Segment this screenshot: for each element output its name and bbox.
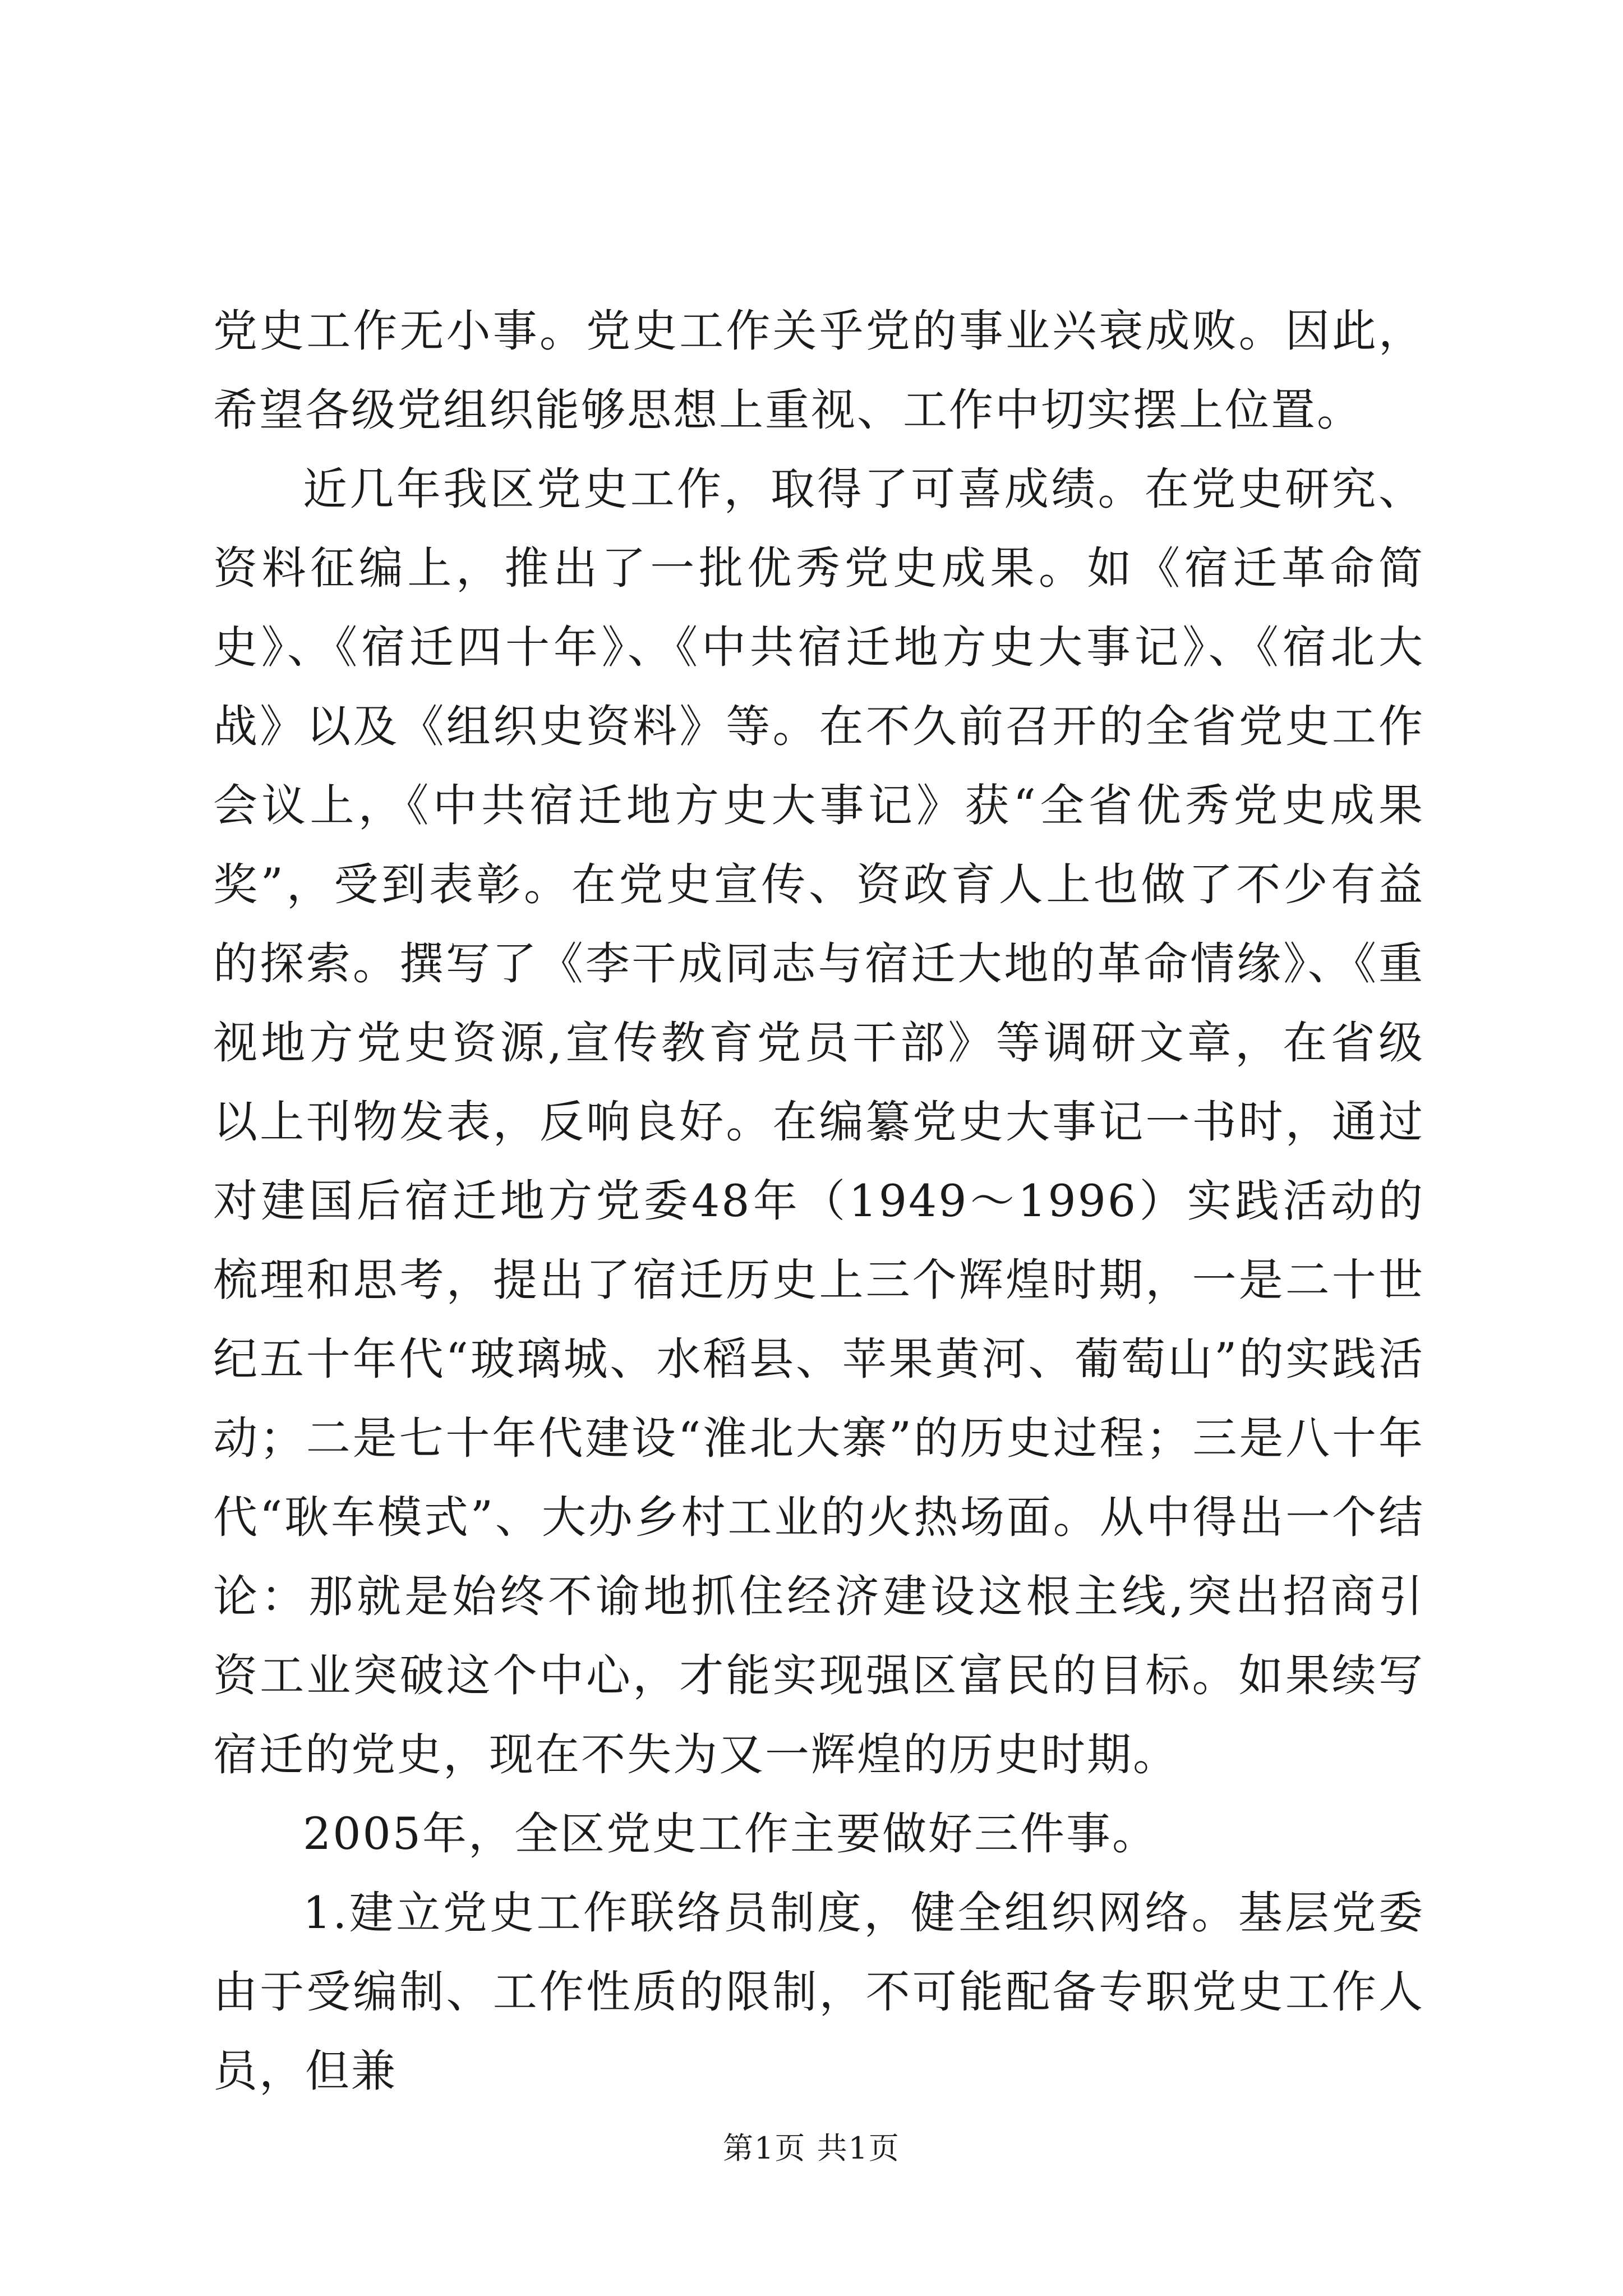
paragraph-1: 党史工作无小事。党史工作关乎党的事业兴衰成败。因此，希望各级党组织能够思想上重视、工作中切实摆上位置。 (213, 305, 1424, 436)
document-body (213, 292, 1424, 2111)
paragraph-4: 1.建立党史工作联络员制度，健全组织网络。基层党委由于受编制、工作性质的限制，不可能配备专职党史工作人员，但兼 (213, 1887, 1424, 2097)
paragraph-2: 近几年我区党史工作，取得了可喜成绩。在党史研究、资料征编上，推出了一批优秀党史成果。如《宿迁革命简史》、《宿迁四十年》、《中共宿迁地方史大事记》、《宿北大战》以及《组织史资料》等。在不久前召开的全省党史工作会议上，《中共宿迁地方史大事记》获“全省优秀党史成果奖”，受到表彰。在党史宣传、资政育人上也做了不少有益的探索。撰写了《李干成同志与宿迁大地的革命情缘》、《重视地方党史资源,宣传教育党员干部》等调研文章，在省级以上刊物发表，反响良好。在编纂党史大事记一书时，通过对建国后宿迁地方党委48年（1949～1996）实践活动的梳理和思考，提出了宿迁历史上三个辉煌时期，一是二十世纪五十年代“玻璃城、水稻县、苹果黄河、葡萄山”的实践活动；二是七十年代建设“淮北大寨”的历史过程；三是八十年代“耿车模式”、大办乡村工业的火热场面。从中得出一个结论：那就是始终不谕地抓住经济建设这根主线,突出招商引资工业突破这个中心，才能实现强区富民的目标。如果续写宿迁的党史，现在不失为又一辉煌的历史时期。 (213, 463, 1424, 1780)
paragraph-3: 2005年，全区党史工作主要做好三件事。 (303, 1808, 1159, 1860)
page-footer: 第1页 共1页 (723, 2131, 900, 2166)
